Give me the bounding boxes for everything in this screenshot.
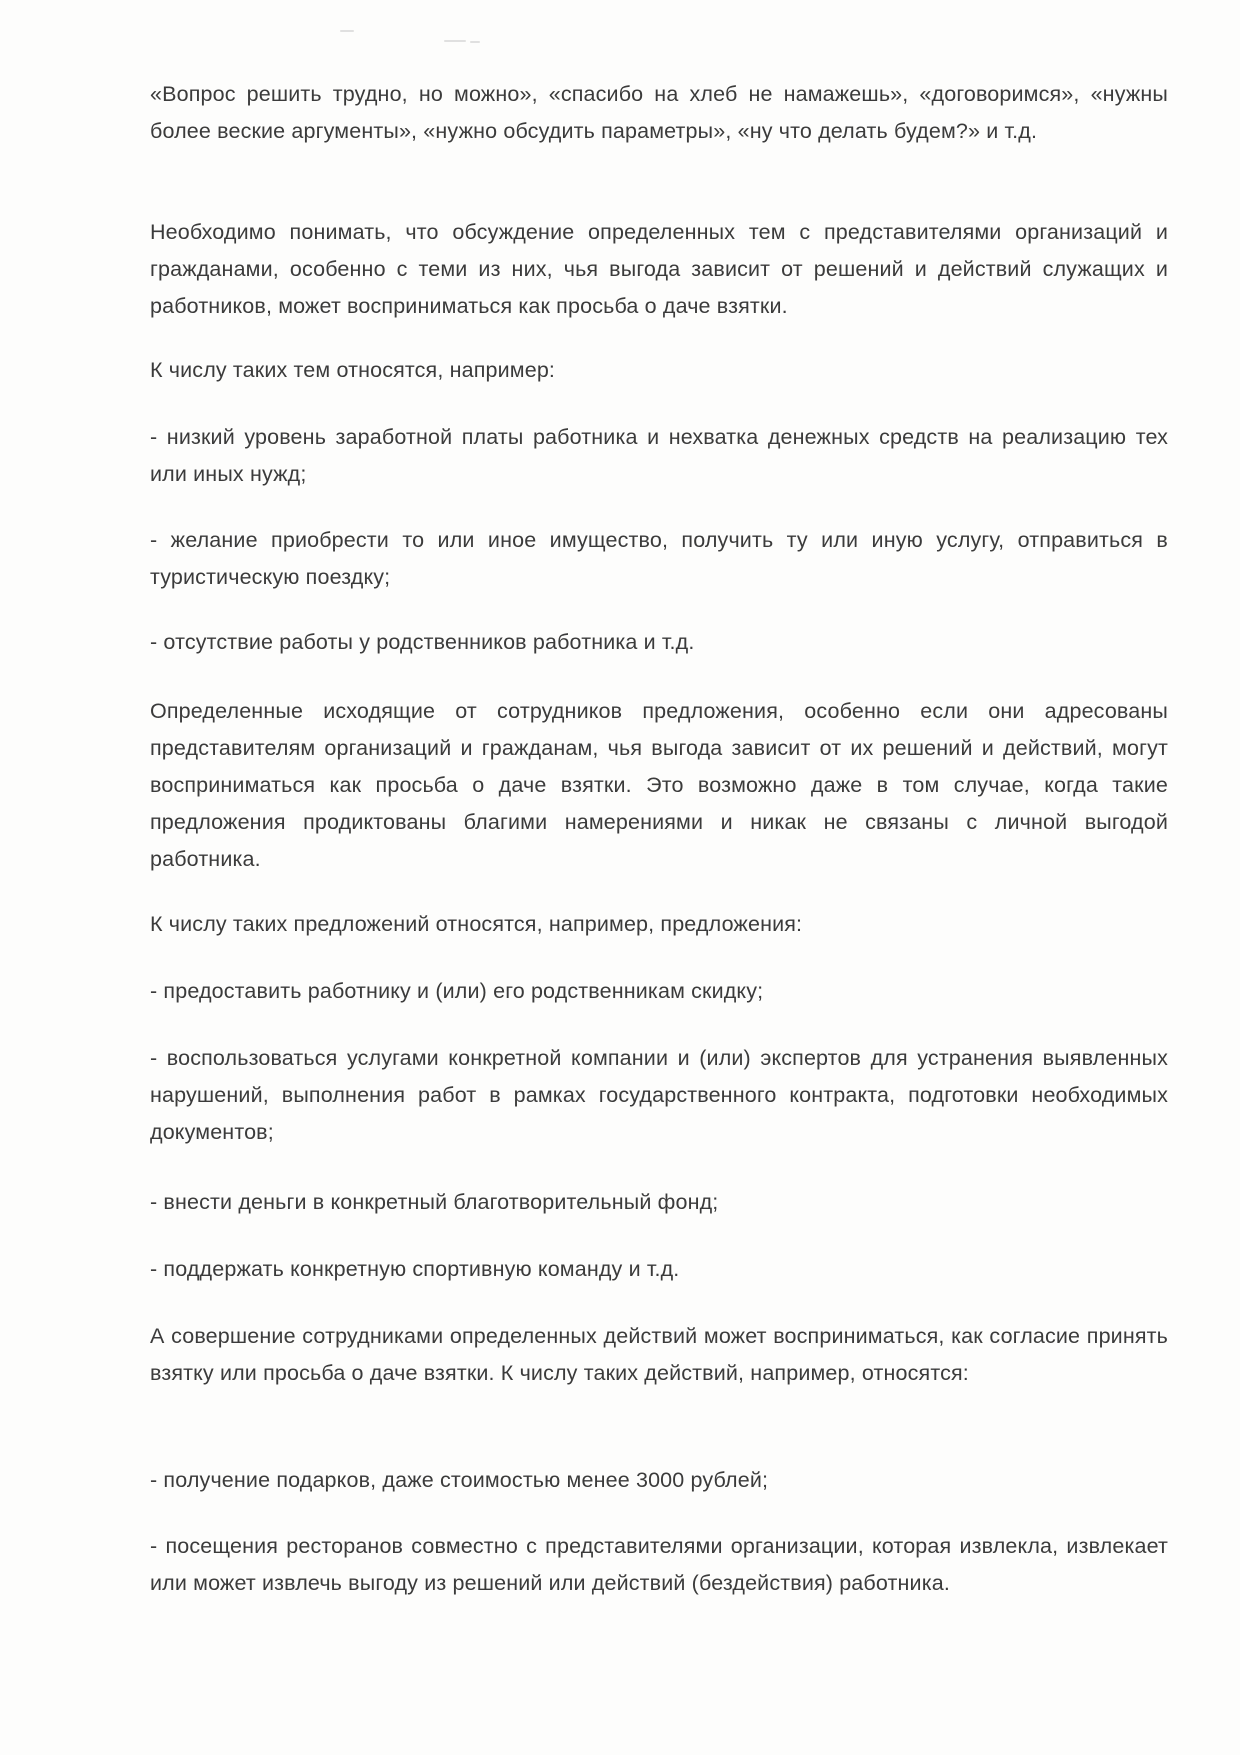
list-item-sports-team: - поддержать конкретную спортивную команду и т.д.: [150, 1257, 680, 1281]
paragraph-quoted-phrases: «Вопрос решить трудно, но можно», «спасибо на хлеб не намажешь», «договоримся», «нужны более веские аргументы», «нужно обсудить параметры», «ну что делать будем?» и т.д.: [150, 82, 1168, 143]
list-item-charity-fund: - внести деньги в конкретный благотворительный фонд;: [150, 1190, 719, 1214]
scan-artifact: [470, 41, 480, 43]
list-item-discount: - предоставить работнику и (или) его родственникам скидку;: [150, 979, 764, 1003]
list-item-low-salary: - низкий уровень заработной платы работника и нехватка денежных средств на реализацию тех или иных нужд;: [150, 425, 1168, 486]
paragraph-proposals-examples-heading: К числу таких предложений относятся, например, предложения:: [150, 912, 803, 936]
list-item-desire-to-buy: - желание приобрести то или иное имущество, получить ту или иную услугу, отправиться в туристическую поездку;: [150, 528, 1168, 589]
paragraph-topics-intro: Необходимо понимать, что обсуждение определенных тем с представителями организаций и гражданами, особенно с теми из них, чья выгода зависит от решений и действий служащих и работников, может восприниматься как просьба о даче взятки.: [150, 220, 1168, 318]
list-item-no-work-relatives: - отсутствие работы у родственников работника и т.д.: [150, 630, 695, 654]
paragraph-proposals-intro: Определенные исходящие от сотрудников предложения, особенно если они адресованы представителям организаций и гражданам, чья выгода зависит от их решений и действий, могут восприниматься как просьба о даче взятки. Это возможно даже в том случае, когда такие предложения продиктованы благими намерениями и никак не связаны с личной выгодой работника.: [150, 699, 1168, 871]
list-item-use-services: - воспользоваться услугами конкретной компании и (или) экспертов для устранения выявленных нарушений, выполнения работ в рамках государственного контракта, подготовки необходимых документов;: [150, 1046, 1168, 1144]
scan-artifact: [444, 40, 466, 42]
list-item-gifts: - получение подарков, даже стоимостью менее 3000 рублей;: [150, 1468, 769, 1492]
scan-artifact: [340, 30, 354, 32]
paragraph-topics-examples-heading: К числу таких тем относятся, например:: [150, 358, 556, 382]
paragraph-actions-intro: А совершение сотрудниками определенных действий может восприниматься, как согласие принять взятку или просьба о даче взятки. К числу таких действий, например, относятся:: [150, 1324, 1168, 1385]
list-item-restaurants: - посещения ресторанов совместно с представителями организации, которая извлекла, извлекает или может извлечь выгоду из решений или действий (бездействия) работника.: [150, 1534, 1168, 1595]
